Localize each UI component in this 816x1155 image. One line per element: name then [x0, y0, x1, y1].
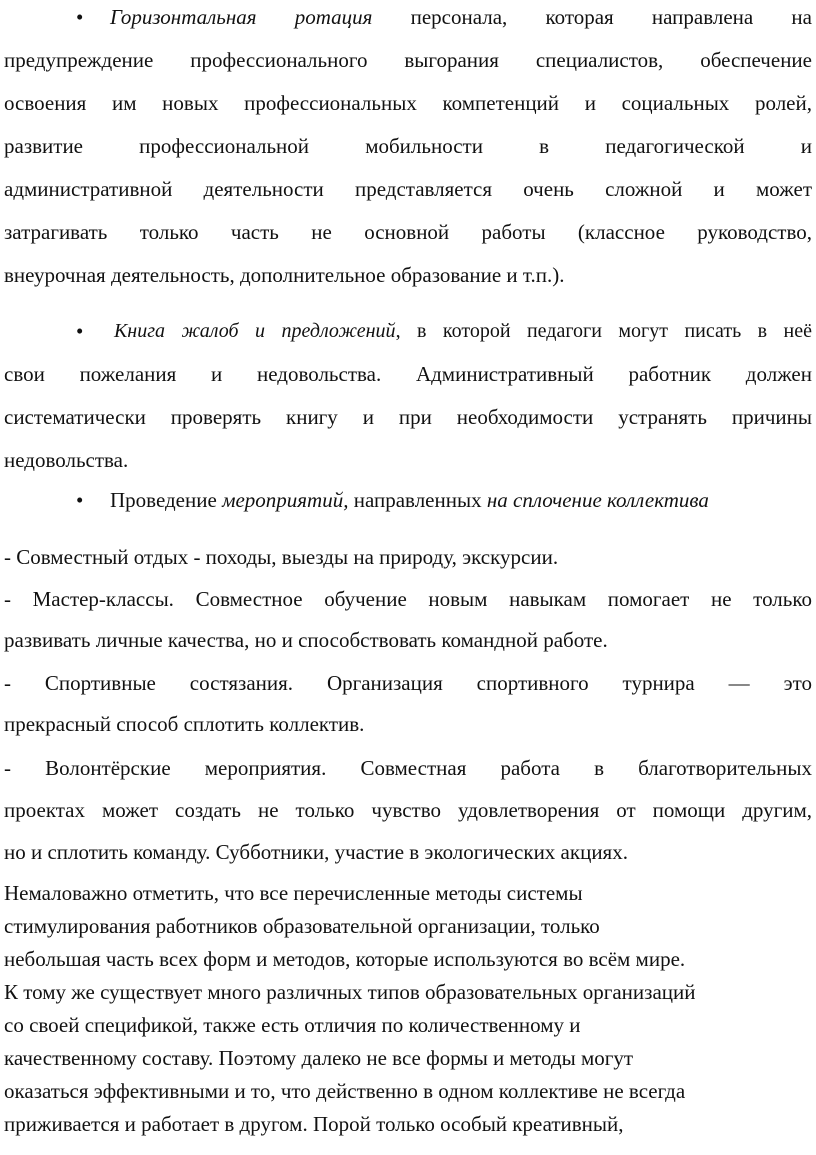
closing-line-2: стимулирования работников образовательной организации, только: [4, 914, 600, 938]
closing-line-4: К тому же существует много различных типов образовательных организаций: [4, 980, 696, 1004]
bullet-2: •: [76, 319, 84, 343]
closing-line-5: со своей спецификой, также есть отличия по количественному и: [4, 1013, 581, 1037]
dash-item-3-line-1: - Спортивные состязания. Организация спортивного турнира — это: [4, 671, 812, 695]
p2-term: Книга жалоб и предложений: [114, 320, 396, 342]
p1-line-2: предупреждение профессионального выгорания специалистов, обеспечение: [4, 48, 812, 72]
dash-item-4-line-2: проектах может создать не только чувство удовлетворения от помощи другим,: [4, 798, 812, 822]
dash-item-4-line-1: - Волонтёрские мероприятия. Совместная работа в благотворительных: [4, 756, 812, 780]
p2-line-3: систематически проверять книгу и при необходимости устранять причины: [4, 405, 812, 429]
dash-item-2-line-1: - Мастер-классы. Совместное обучение новым навыкам помогает не только: [4, 587, 812, 611]
p1-line-7: внеурочная деятельность, дополнительное образование и т.п.).: [4, 263, 565, 287]
closing-line-1: Немаловажно отметить, что все перечисленные методы системы: [4, 881, 583, 905]
p1-line-3: освоения им новых профессиональных компетенций и социальных ролей,: [4, 91, 812, 115]
p3-text-1: Проведение: [110, 488, 223, 512]
closing-line-3: небольшая часть всех форм и методов, которые используются во всём мире.: [4, 947, 686, 971]
closing-line-7: оказаться эффективными и то, что действенно в одном коллективе не всегда: [4, 1079, 686, 1103]
p1-line-1: [110, 4, 812, 30]
dash-item-3-line-2: прекрасный способ сплотить коллектив.: [4, 712, 365, 736]
p2-line-1: [114, 318, 812, 344]
p1-line-1-rest: персонала, которая направлена на: [372, 5, 812, 29]
dash-item-1-line-1: - Совместный отдых - походы, выезды на природу, экскурсии.: [4, 545, 559, 569]
p3-line-1: [110, 487, 812, 513]
p2-line-4: недовольства.: [4, 448, 129, 472]
p3-term-1: мероприятий,: [222, 488, 349, 512]
closing-line-8: приживается и работает в другом. Порой только особый креативный,: [4, 1112, 624, 1136]
p1-term: Горизонтальная ротация: [110, 5, 373, 29]
p1-line-4: развитие профессиональной мобильности в педагогической и: [4, 134, 812, 158]
p3-term-2: на сплочение коллектива: [486, 488, 709, 512]
dash-item-2-line-2: развивать личные качества, но и способствовать командной работе.: [4, 628, 608, 652]
p2-line-1-rest: , в которой педагоги могут писать в неё: [395, 320, 812, 342]
p1-line-5: административной деятельности представляется очень сложной и может: [4, 177, 812, 201]
p1-line-6: затрагивать только часть не основной работы (классное руководство,: [4, 220, 812, 244]
dash-item-4-line-3: но и сплотить команду. Субботники, участие в экологических акциях.: [4, 840, 628, 864]
bullet-1: •: [76, 5, 84, 29]
p2-line-2: свои пожелания и недовольства. Административный работник должен: [4, 362, 812, 386]
bullet-3: •: [76, 488, 84, 512]
p3-text-2: направленных: [348, 488, 487, 512]
closing-line-6: качественному составу. Поэтому далеко не все формы и методы могут: [4, 1046, 634, 1070]
